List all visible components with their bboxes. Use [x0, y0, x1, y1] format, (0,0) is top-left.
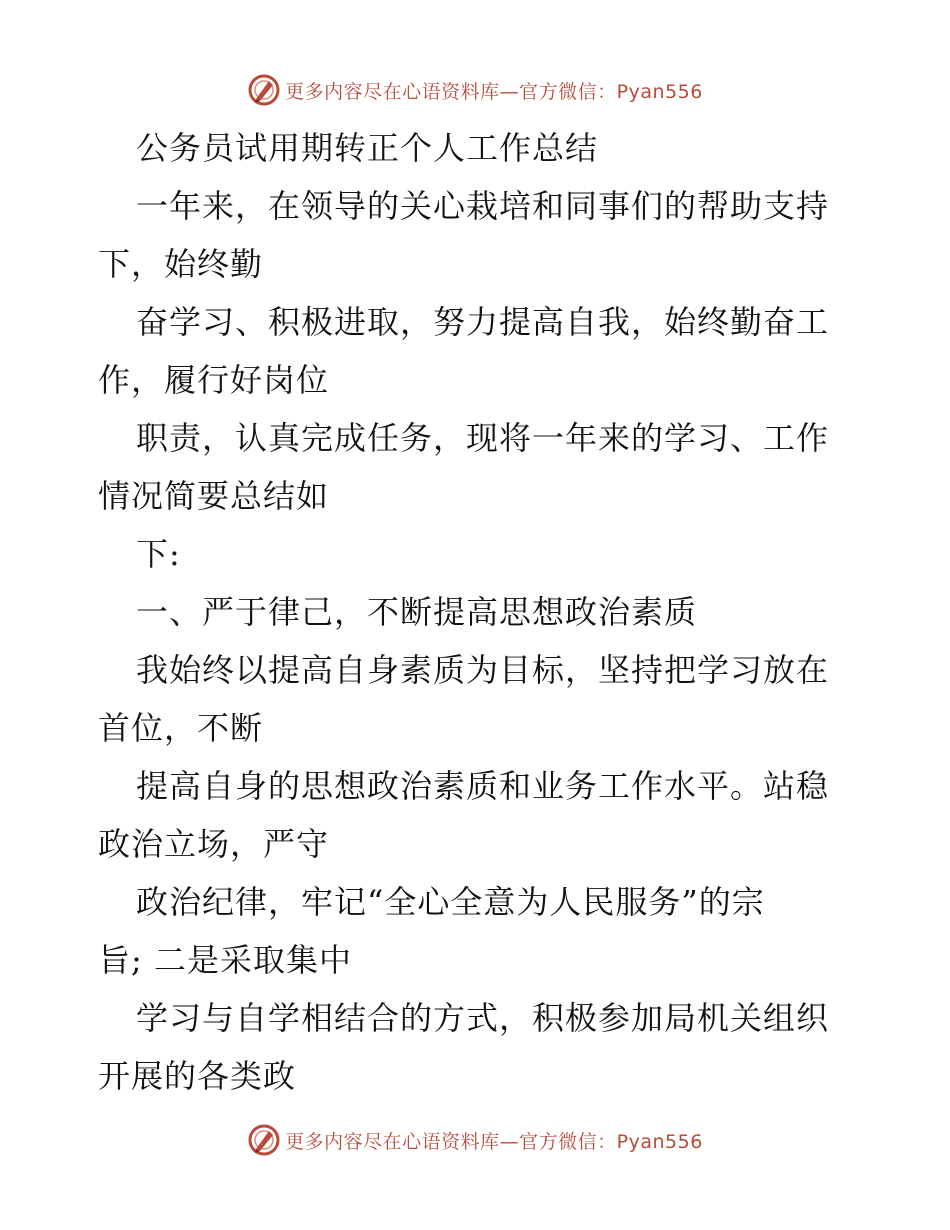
text-line: 职责，认真完成任务，现将一年来的学习、工作	[136, 419, 830, 457]
text-line: 奋学习、积极进取，努力提高自我，始终勤奋工	[136, 303, 830, 341]
text-line: 公务员试用期转正个人工作总结	[136, 129, 599, 167]
watermark-text: 更多内容尽在心语资料库—官方微信：Pyan556	[285, 1130, 703, 1153]
text-line: 提高自身的思想政治素质和业务工作水平。站稳	[136, 767, 830, 805]
text-line: 情况简要总结如	[98, 477, 330, 515]
text-line: 政治纪律，牢记“全心全意为人民服务”的宗	[136, 883, 765, 921]
text-line: 下，始终勤	[98, 245, 264, 283]
text-line: 下:	[136, 535, 181, 573]
text-line: 首位，不断	[98, 709, 264, 747]
pen-nib-logo-icon	[247, 73, 281, 107]
text-line: 政治立场，严守	[98, 825, 330, 863]
text-line: 学习与自学相结合的方式，积极参加局机关组织	[136, 999, 830, 1037]
header-watermark	[0, 70, 950, 110]
text-line: 旨; 二是采取集中	[98, 941, 352, 979]
text-line: 一年来，在领导的关心栽培和同事们的帮助支持	[136, 187, 830, 225]
text-line: 作，履行好岗位	[98, 361, 330, 399]
text-line: 开展的各类政	[98, 1057, 297, 1095]
watermark-text: 更多内容尽在心语资料库—官方微信：Pyan556	[285, 80, 703, 103]
text-line: 一、严于律己，不断提高思想政治素质	[136, 593, 698, 631]
text-line: 我始终以提高自身素质为目标，坚持把学习放在	[136, 651, 830, 689]
pen-nib-logo-icon	[247, 1123, 281, 1157]
footer-watermark	[0, 1120, 950, 1160]
document-body	[98, 119, 858, 1105]
